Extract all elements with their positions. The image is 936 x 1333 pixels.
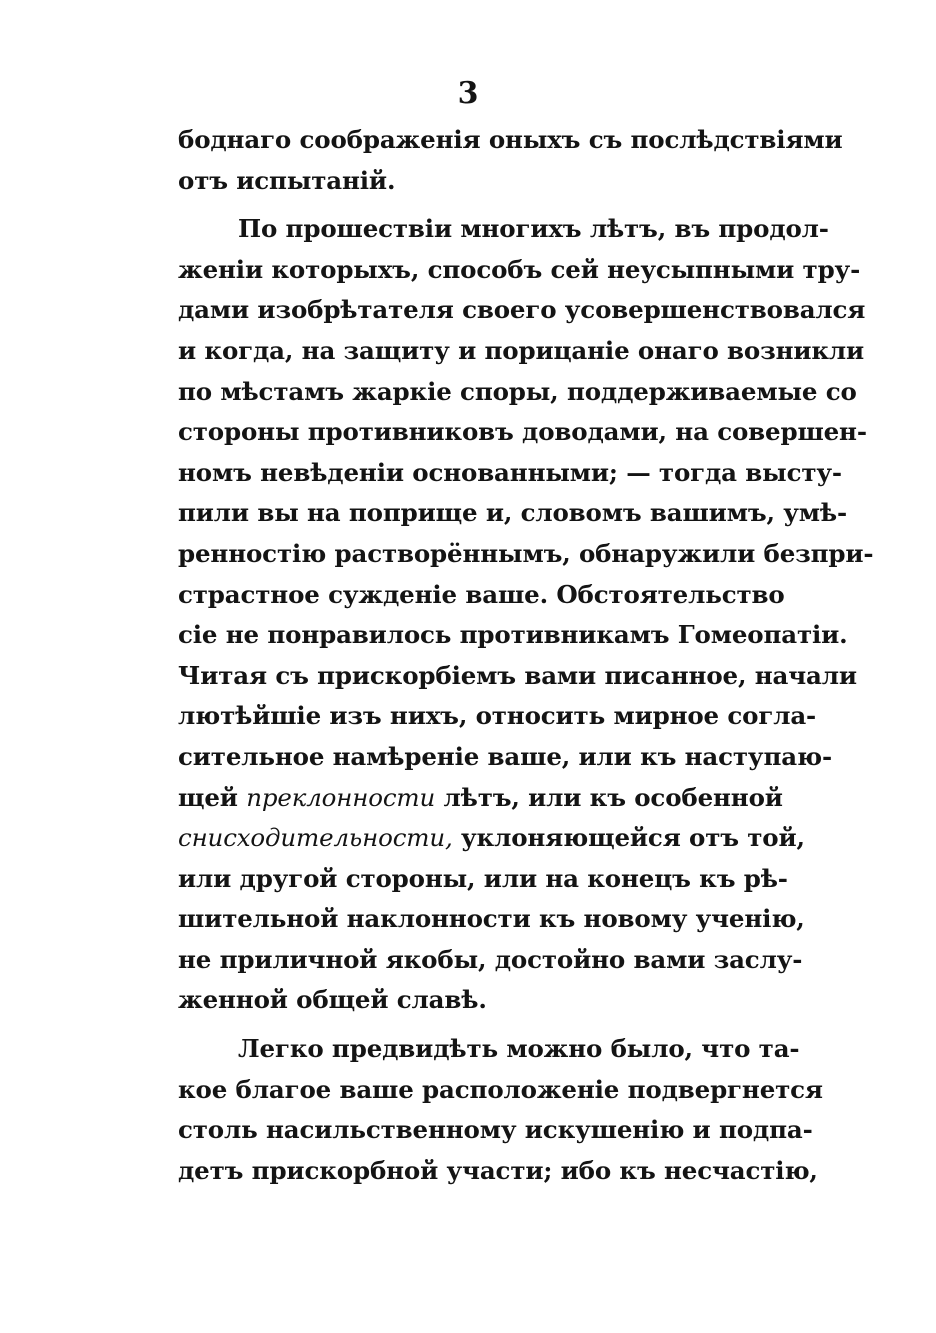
text-fragment: лѣтъ, или къ особенной <box>435 782 783 812</box>
text-line: По прошествіи многихъ лѣтъ, въ продол- <box>238 214 829 244</box>
text-line: кое благое ваше расположеніе подвергнется <box>178 1074 823 1104</box>
text-line: отъ испытаній. <box>178 165 396 195</box>
text-line: номъ невѣденіи основанными; — тогда высту- <box>178 457 842 487</box>
text-line: сіе не понравилось противникамъ Гомеопатіи. <box>178 620 848 650</box>
italic-phrase: преклонности <box>246 782 436 812</box>
text-line-with-italic <box>178 818 805 859</box>
text-line: Читая съ прискорбіемъ вами писанное, начали <box>178 660 857 690</box>
text-line-with-italic <box>178 778 783 819</box>
text-line: дами изобрѣтателя своего усовершенствовался <box>178 295 866 325</box>
text-line: женной общей славѣ. <box>178 985 487 1015</box>
text-line: стороны противниковъ доводами, на совершен- <box>178 417 867 447</box>
text-line: по мѣстамъ жаркіе споры, поддерживаемые со <box>178 376 857 406</box>
text-line: пили вы на поприще и, словомъ вашимъ, умѣ- <box>178 498 847 528</box>
text-line: женіи которыхъ, способъ сей неусыпными тру- <box>178 254 861 284</box>
text-fragment: уклоняющейся отъ той, <box>452 823 805 853</box>
body-text <box>178 120 874 1191</box>
text-line: Легко предвидѣть можно было, что та- <box>238 1034 800 1064</box>
text-line: шительной наклонности къ новому ученію, <box>178 904 805 934</box>
text-line: или другой стороны, или на конецъ къ рѣ- <box>178 863 788 893</box>
text-line: детъ прискорбной участи; ибо къ несчастію, <box>178 1155 818 1185</box>
text-line: ренностію растворённымъ, обнаружили безпри- <box>178 538 874 568</box>
text-line: лютѣйшіе изъ нихъ, относить мирное согла- <box>178 701 817 731</box>
text-line: боднаго соображенія оныхъ съ послѣдствіями <box>178 125 843 154</box>
italic-phrase: снисходительности, <box>178 823 453 853</box>
text-line: сительное намѣреніе ваше, или къ наступаю- <box>178 741 832 771</box>
page-number: 3 <box>457 76 479 111</box>
text-line: и когда, на защиту и порицаніе онаго возникли <box>178 335 865 365</box>
text-fragment: щей <box>178 782 247 812</box>
text-line: страстное сужденіе ваше. Обстоятельство <box>178 579 785 609</box>
text-line: столь насильственному искушенію и подпа- <box>178 1115 813 1145</box>
text-line: не приличной якобы, достойно вами заслу- <box>178 944 803 974</box>
